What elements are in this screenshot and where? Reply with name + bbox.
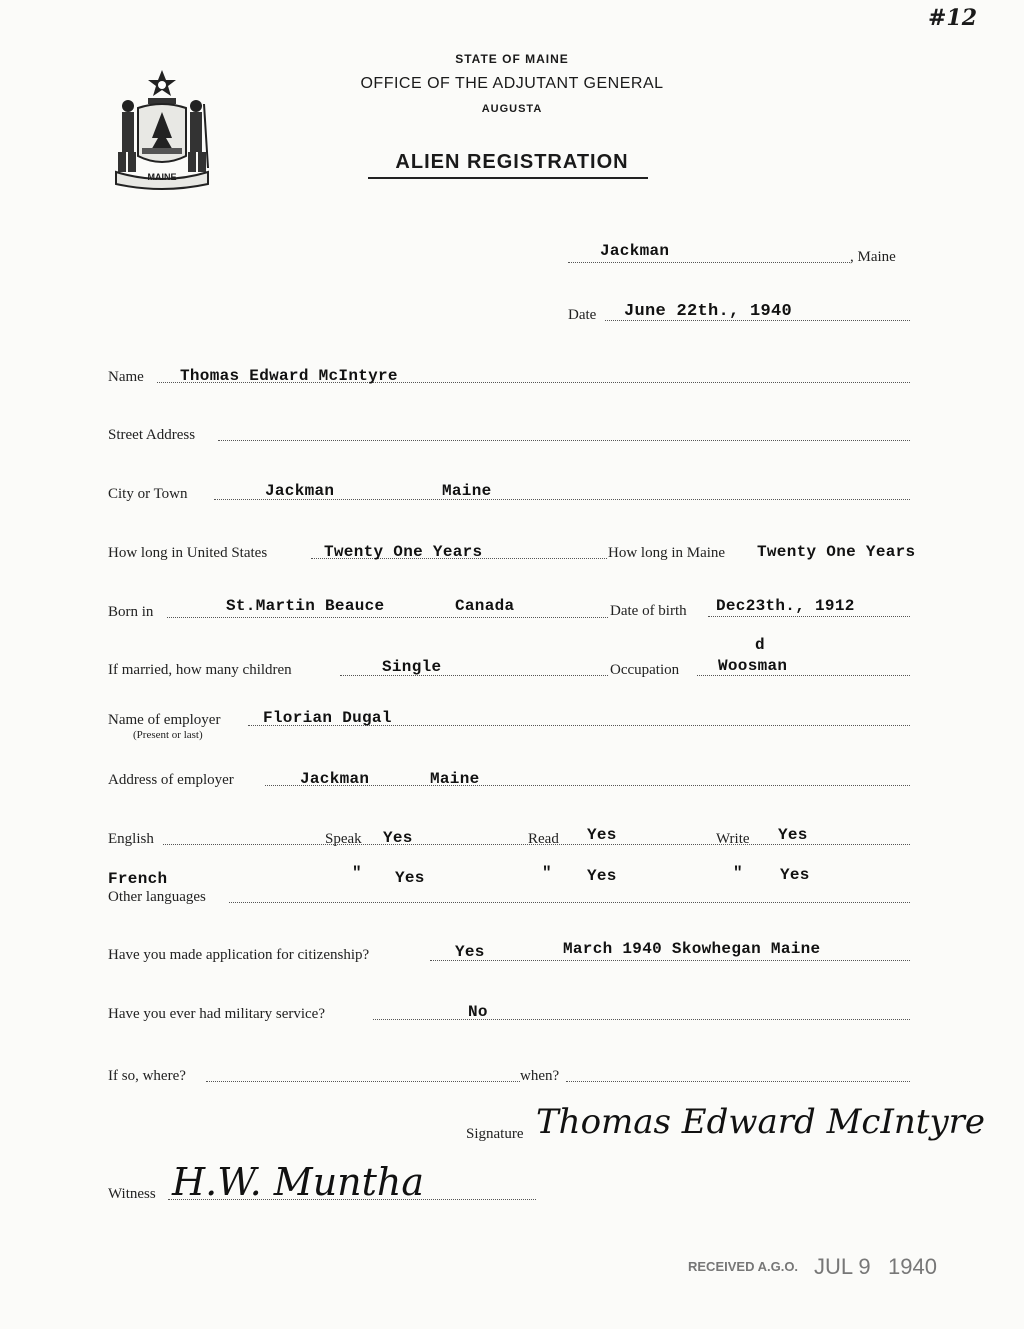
english-speak-value: Yes [383, 829, 413, 847]
witness-value: H.W. Muntha [172, 1160, 425, 1204]
occupation-correction: d [755, 636, 765, 654]
maine-years-value: Twenty One Years [757, 543, 916, 561]
dob-label: Date of birth [610, 603, 687, 619]
city-label: City or Town [108, 486, 188, 502]
children-label: If married, how many children [108, 662, 292, 678]
where-label: If so, where? [108, 1068, 186, 1084]
maine-years-label: How long in Maine [608, 545, 726, 561]
english-write-value: Yes [778, 826, 808, 844]
other-speak-value: Yes [395, 869, 425, 887]
when-label: when? [520, 1068, 560, 1084]
state-heading: STATE OF MAINE [455, 52, 569, 66]
born-in-value: St.Martin Beauce [226, 597, 385, 615]
citizenship-value: Yes [455, 943, 485, 961]
place-town: Jackman [600, 242, 670, 260]
citizenship-details: March 1940 Skowhegan Maine [563, 940, 821, 958]
english-label: English [108, 831, 154, 847]
occupation-label: Occupation [610, 662, 680, 678]
city-heading: AUGUSTA [481, 103, 543, 115]
other-write-value: Yes [780, 866, 810, 884]
other-languages-label: Other languages [108, 889, 206, 905]
other-write-ditto: " [733, 864, 743, 882]
date-value: June 22th., 1940 [624, 302, 793, 321]
citizenship-line [430, 960, 910, 961]
street-line [218, 440, 910, 441]
city-state-value: Maine [442, 482, 492, 500]
us-years-value: Twenty One Years [324, 543, 483, 561]
corner-note: #12 [928, 5, 978, 31]
dob-value: Dec23th., 1912 [716, 597, 855, 615]
other-language-value: French [108, 870, 168, 888]
employer-value: Florian Dugal [263, 709, 392, 727]
title-underline [368, 177, 648, 179]
other-speak-ditto: " [352, 864, 362, 882]
children-value: Single [382, 658, 442, 676]
town-line [568, 262, 850, 263]
signature-value: Thomas Edward McIntyre [536, 1102, 986, 1142]
signature-label: Signature [466, 1126, 524, 1142]
where-line [206, 1081, 520, 1082]
office-heading: OFFICE OF THE ADJUTANT GENERAL [360, 75, 664, 92]
employer-label: Name of employer [108, 712, 221, 728]
born-in-line [167, 617, 608, 618]
occupation-value: Woosman [718, 657, 788, 675]
military-label: Have you ever had military service? [108, 1006, 325, 1022]
form-title: ALIEN REGISTRATION [395, 151, 629, 173]
street-label: Street Address [108, 427, 196, 443]
dob-line [708, 616, 910, 617]
when-line [566, 1081, 910, 1082]
name-label: Name [108, 369, 144, 385]
born-country-value: Canada [455, 597, 515, 615]
born-in-label: Born in [108, 604, 154, 620]
seal-banner-text: MAINE [147, 172, 177, 182]
other-read-value: Yes [587, 867, 617, 885]
children-line [340, 675, 608, 676]
us-years-label: How long in United States [108, 545, 268, 561]
read-label: Read [528, 831, 559, 847]
place-state: , Maine [850, 249, 896, 265]
other-read-ditto: " [542, 864, 552, 882]
received-stamp-label: RECEIVED A.G.O. [688, 1259, 799, 1274]
employer-address-value: Jackman [300, 770, 370, 788]
military-line [373, 1019, 910, 1020]
witness-label: Witness [108, 1186, 156, 1202]
employer-address-label: Address of employer [108, 772, 234, 788]
speak-label: Speak [325, 831, 362, 847]
military-value: No [468, 1003, 488, 1021]
employer-address-state: Maine [430, 770, 480, 788]
citizenship-label: Have you made application for citizenship? [108, 947, 370, 963]
name-value: Thomas Edward McIntyre [180, 367, 398, 385]
occupation-line [697, 675, 910, 676]
received-stamp-year: 1940 [888, 1254, 937, 1279]
english-read-value: Yes [587, 826, 617, 844]
city-value: Jackman [265, 482, 335, 500]
other-languages-line [229, 902, 910, 903]
date-label: Date [568, 307, 597, 323]
employer-sublabel: (Present or last) [133, 729, 203, 741]
received-stamp-date: JUL 9 [814, 1254, 871, 1279]
write-label: Write [716, 831, 750, 847]
